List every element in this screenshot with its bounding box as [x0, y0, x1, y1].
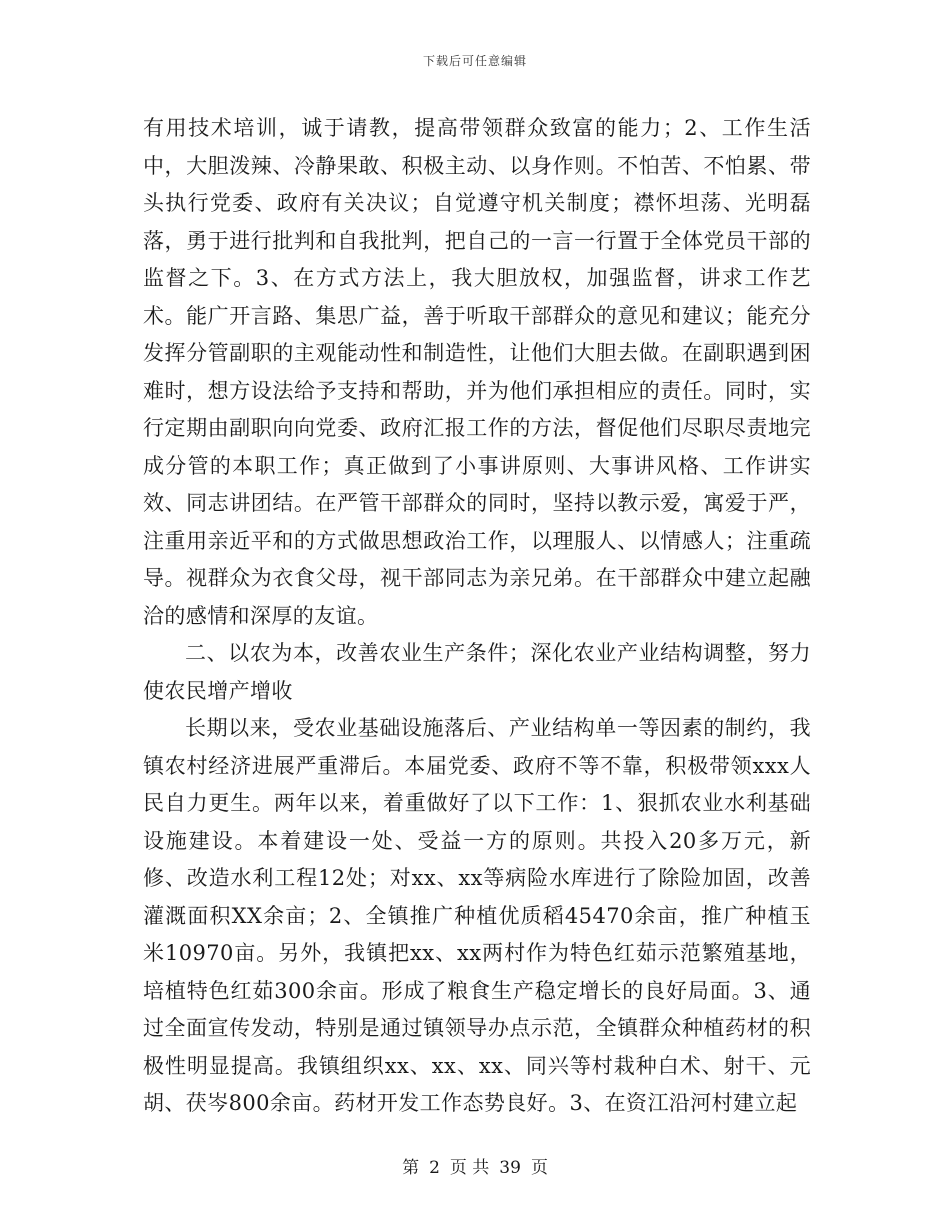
footer-middle: 页 共: [449, 1158, 490, 1178]
footer-prefix: 第: [402, 1158, 420, 1178]
current-page-number: 2: [429, 1158, 440, 1178]
body-paragraph-2: 长期以来，受农业基础设施落后、产业结构单一等因素的制约，我镇农村经济进展严重滞后。本届党委、政府不等不靠，积极带领xxx人民自力更生。两年以来，着重做好了以下工作：1、狠抓农业水利基础设施建设。本着建设一处、受益一方的原则。共投入20多万元，新修、改造水利工程12处；对xx、xx等病险水库进行了除险加固，改善灌溉面积XX余亩；2、全镇推广种植优质稻45470余亩，推广种植玉米10970亩。另外，我镇把xx、xx两村作为特色红茹示范繁殖基地，培植特色红茹300余亩。形成了粮食生产稳定增长的良好局面。3、通过全面宣传发动，特别是通过镇领导办点示范，全镇群众种植药材的积极性明显提高。我镇组织xx、xx、xx、同兴等村栽种白术、射干、元胡、茯岑800余亩。药材开发工作态势良好。3、在资江沿河村建立起: [143, 716, 811, 1115]
total-page-count: 39: [499, 1158, 521, 1178]
page-header: 下载后可任意编辑: [422, 54, 527, 68]
page-footer: [0, 1153, 950, 1178]
document-body: [143, 110, 811, 1123]
section-heading: 二、以农为本，改善农业生产条件；深化农业产业结构调整，努力使农民增产增收: [143, 641, 811, 703]
body-paragraph-1: 有用技术培训，诚于请教，提高带领群众致富的能力；2、工作生活中，大胆泼辣、冷静果敢、积极主动、以身作则。不怕苦、不怕累、带头执行党委、政府有关决议；自觉遵守机关制度；襟怀坦荡、光明磊落，勇于进行批判和自我批判，把自己的一言一行置于全体党员干部的监督之下。3、在方式方法上，我大胆放权，加强监督，讲求工作艺术。能广开言路、集思广益，善于听取干部群众的意见和建议；能充分发挥分管副职的主观能动性和制造性，让他们大胆去做。在副职遇到困难时，想方设法给予支持和帮助，并为他们承担相应的责任。同时，实行定期由副职向向党委、政府汇报工作的方法，督促他们尽职尽责地完成分管的本职工作；真正做到了小事讲原则、大事讲风格、工作讲实效、同志讲团结。在严管干部群众的同时，坚持以教示爱，寓爱于严，注重用亲近平和的方式做思想政治工作，以理服人、以情感人；注重疏导。视群众为衣食父母，视干部同志为亲兄弟。在干部群众中建立起融洽的感情和深厚的友谊。: [143, 116, 811, 628]
footer-suffix: 页: [530, 1158, 548, 1178]
